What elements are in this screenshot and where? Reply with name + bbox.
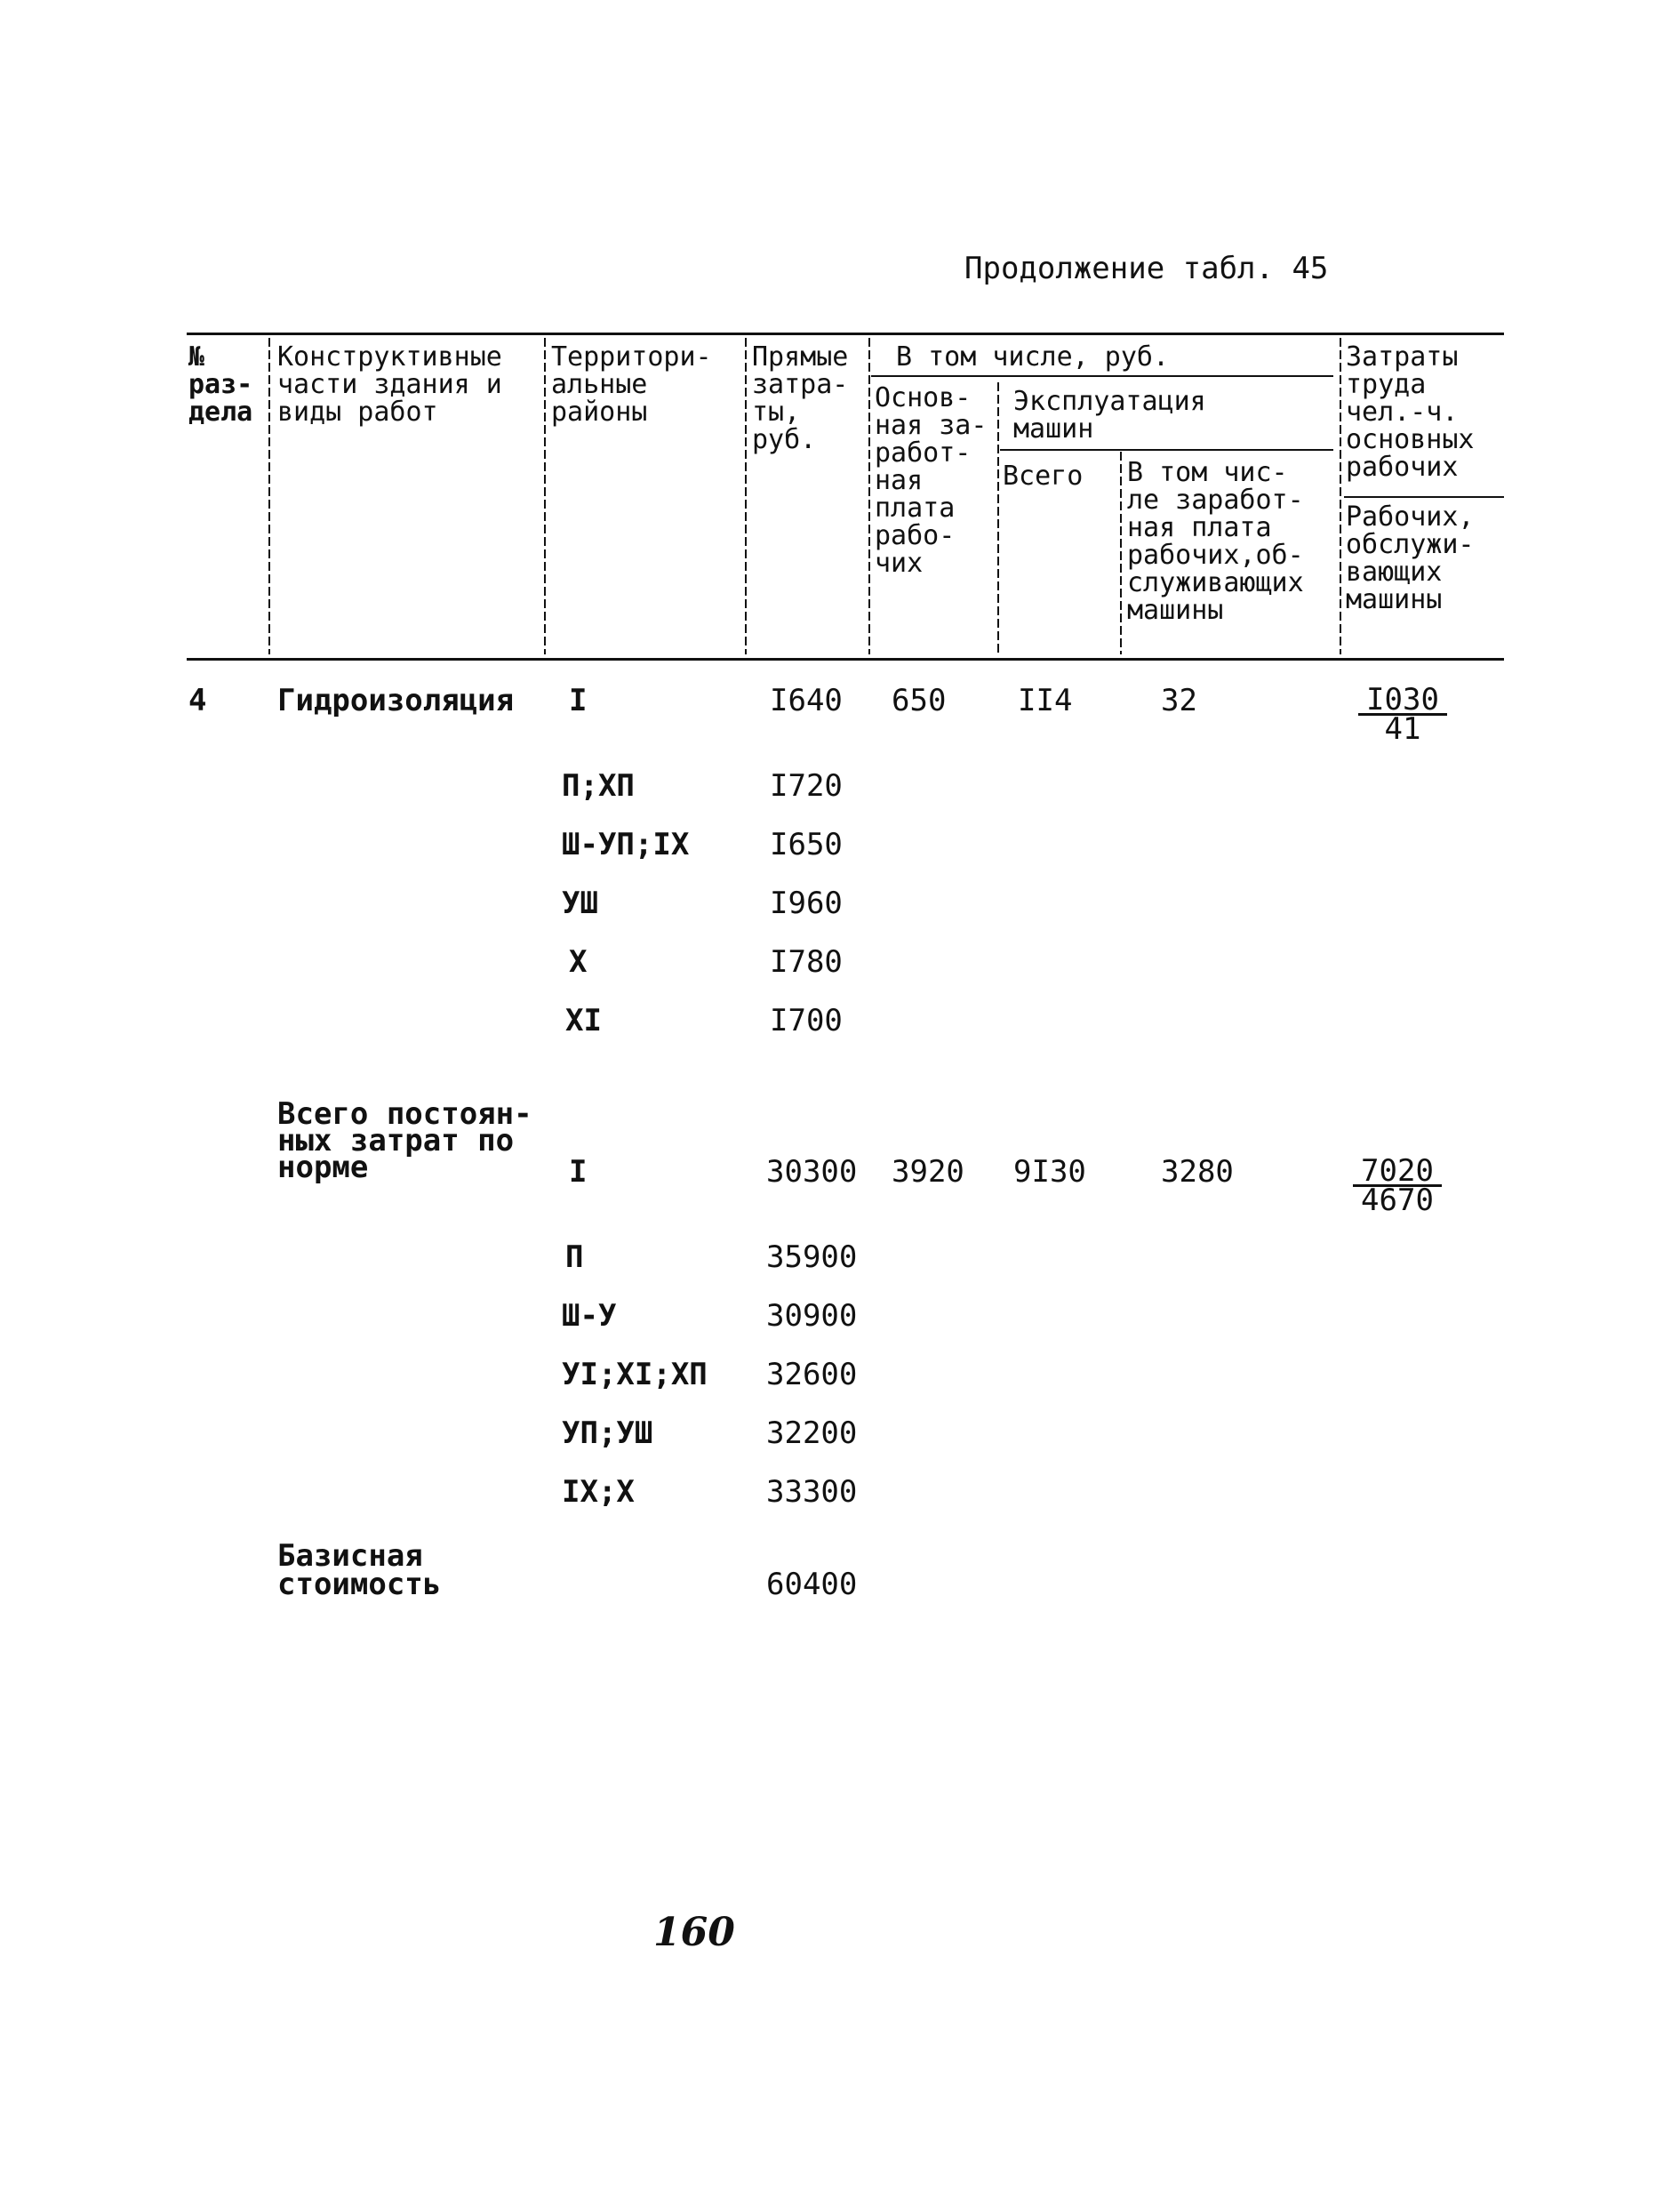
row-region: X [569,944,588,980]
row-direct-cost: I640 [770,683,843,718]
header-parts: Конструктивные части здания и виды работ [277,341,502,428]
row-machines-total: 9I30 [1013,1154,1086,1190]
labor-main-value: I030 [1358,686,1447,716]
row-direct-cost: 60400 [766,1567,858,1602]
col-divider-7 [1340,338,1341,654]
row-machines-wages: 3280 [1161,1154,1234,1190]
header-incl-group: В том числе, руб. [896,341,1170,373]
row-direct-cost: I960 [770,886,843,921]
row-direct-cost: I650 [770,827,843,862]
labor-divider-rule [1344,496,1504,498]
header-machines-wages: В том чис- ле заработ- ная плата рабочих,об- служивающих машины [1127,457,1304,626]
row-name: Всего постоян- ных затрат по норме [277,1096,532,1185]
row-name: Базисная стоимость [277,1538,442,1602]
row-region: Ш-У [562,1298,617,1334]
row-machines-wages: 32 [1161,683,1197,718]
machines-rule [1000,449,1333,451]
row-region: П [565,1239,584,1275]
row-direct-cost: 35900 [766,1239,858,1275]
col-divider-3 [745,338,747,654]
row-labor-fraction [1353,1153,1442,1218]
labor-machines-value: 41 [1384,711,1421,747]
row-region: УШ [562,886,598,921]
row-direct-cost: 30900 [766,1298,858,1334]
header-regions: Территори- альные районы [551,341,712,428]
table-header-bottom-rule [187,658,1504,661]
header-machines-total: Всего [1003,461,1084,492]
labor-machines-value: 4670 [1361,1183,1434,1218]
row-labor-fraction [1358,682,1447,747]
col-divider-5 [997,382,999,654]
table-top-rule [187,333,1504,335]
header-direct-costs: Прямые затра- ты, руб. [752,341,849,455]
row-region: IX;X [562,1474,635,1510]
row-direct-cost: 32600 [766,1357,858,1392]
labor-main-value: 7020 [1353,1158,1442,1187]
header-machines: Эксплуатация машин [1013,386,1206,445]
header-wages: Основ- ная за- работ- ная плата рабо- чих [875,382,988,579]
table-caption: Продолжение табл. 45 [964,251,1329,286]
col-divider-2 [544,338,546,654]
row-region: XI [565,1003,602,1038]
incl-group-rule [871,375,1333,377]
row-wages: 3920 [892,1154,964,1190]
row-name: Гидроизоляция [277,683,515,718]
col-divider-1 [268,338,270,654]
page-number: 160 [653,1910,735,1955]
row-region: I [569,683,588,718]
row-direct-cost: I780 [770,944,843,980]
row-machines-total: II4 [1018,683,1073,718]
header-labor-machines: Рабочих, обслужи- вающих машины [1346,501,1475,615]
col-divider-4 [868,338,870,654]
row-region: УI;XI;XП [562,1357,708,1392]
row-region: УП;УШ [562,1415,653,1451]
row-section-no: 4 [188,683,207,718]
row-wages: 650 [892,683,947,718]
row-direct-cost: I700 [770,1003,843,1038]
header-section-no: № раз- дела [188,341,253,428]
row-direct-cost: I720 [770,768,843,804]
row-direct-cost: 33300 [766,1474,858,1510]
col-divider-6 [1120,452,1122,654]
row-direct-cost: 30300 [766,1154,858,1190]
row-region: I [569,1154,588,1190]
row-region: П;ХП [562,768,635,804]
row-region: Ш-УП;IX [562,827,690,862]
row-direct-cost: 32200 [766,1415,858,1451]
header-labor-main: Затраты труда чел.-ч. основных рабочих [1346,341,1475,483]
